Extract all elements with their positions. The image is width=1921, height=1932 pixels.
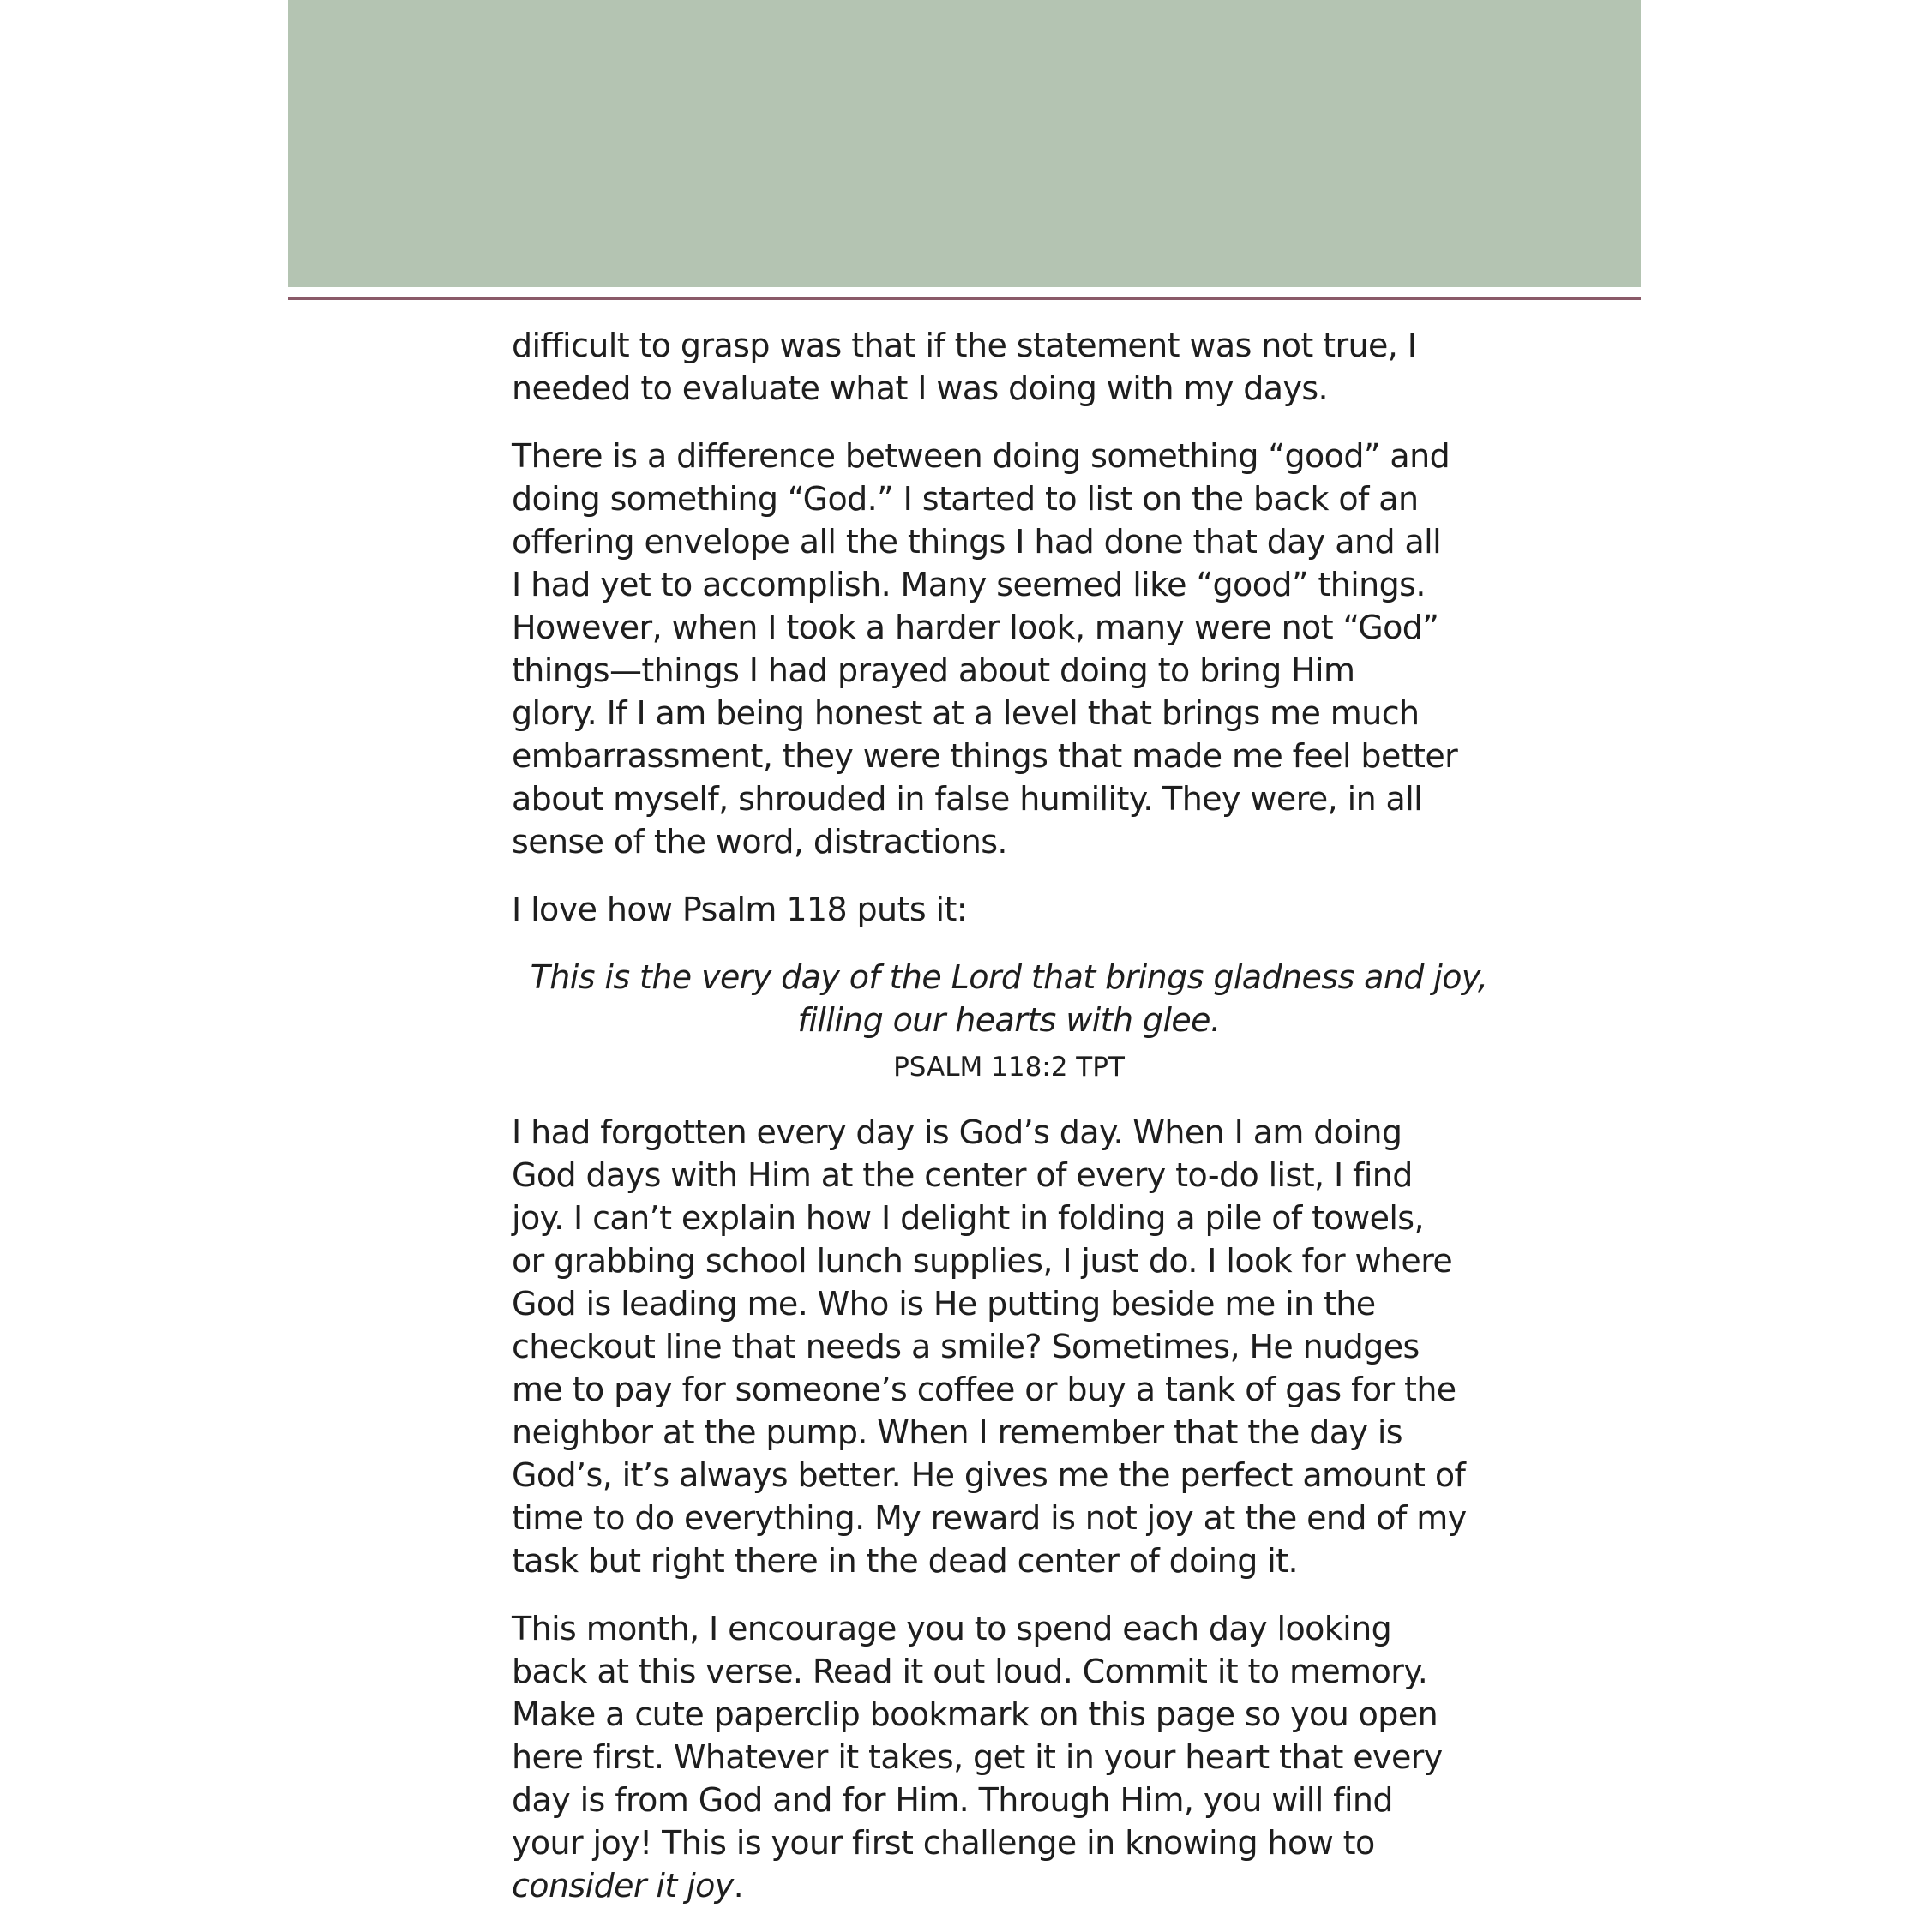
paragraph-5-end: . — [733, 1867, 744, 1905]
paragraph-4: I had forgotten every day is God’s day. When I am doing God days with Him at the center of every to-do list, I find joy. I can’t explain how I delight in folding a pile of towels, or grabbing school lunch supplies, I just do. I look for where God is leading me. Who is He putting beside me in the checkout line that needs a smile? Sometimes, He nudges me to pay for someone’s coffee or buy a tank of gas for the neighbor at the pump. When I remember that the day is God’s, it’s always better. He gives me the perfect amount of time to do everything. My reward is not joy at the end of my task but right there in the dead center of doing it. — [512, 1113, 1467, 1580]
paragraph-5 — [512, 1607, 1506, 1907]
header-divider — [288, 297, 1641, 300]
paragraph-5-emphasis: consider it joy — [512, 1867, 734, 1905]
text-column — [512, 324, 1506, 1932]
paragraph-1: difficult to grasp was that if the statement was not true, I needed to evaluate what I was doing with my days. — [512, 327, 1417, 407]
scripture-reference: PSALM 118:2 TPT — [893, 1052, 1125, 1083]
paragraph-3: I love how Psalm 118 puts it: — [512, 891, 967, 928]
header-band — [288, 0, 1641, 287]
paragraph-2: There is a difference between doing something “good” and doing something “God.” I started to list on the back of an offering envelope all the things I had done that day and all I had yet to accomplish. Many seemed like “good” things. However, when I took a harder look, many were not “God” things—things I had prayed about doing to bring Him glory. If I am being honest at a level that brings me much embarrassment, they were things that made me feel better about myself, shrouded in false humility. They were, in all sense of the word, distractions. — [512, 437, 1458, 861]
paragraph-5-text: This month, I encourage you to spend each day looking back at this verse. Read it out loud. Commit it to memory. Make a cute paperclip bookmark on this page so you open here first. Whatever it takes, get it in your heart that every day is from God and for Him. Through Him, you will find your joy! This is your first challenge in knowing how to — [512, 1610, 1443, 1862]
scripture-quote: This is the very day of the Lord that brings gladness and joy, filling our hearts with glee. — [530, 958, 1488, 1039]
